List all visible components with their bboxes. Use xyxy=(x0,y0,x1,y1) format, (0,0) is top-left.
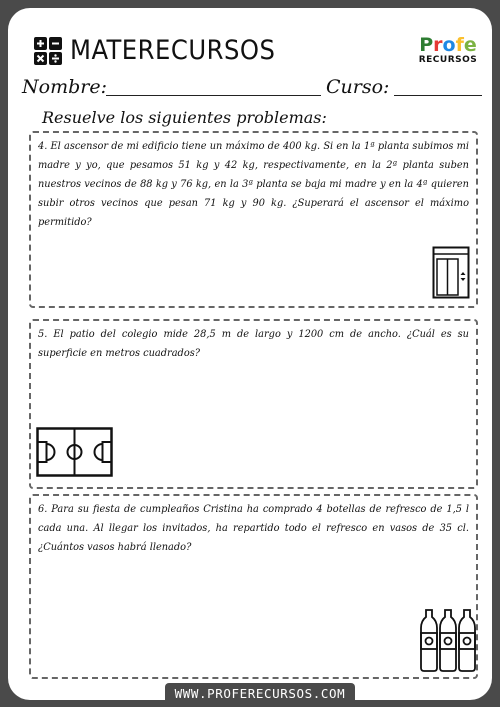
profe-logo-letter: o xyxy=(442,34,456,56)
profe-logo-letter: f xyxy=(455,34,464,56)
course-field[interactable] xyxy=(394,95,482,96)
instructions: Resuelve los siguientes problemas: xyxy=(42,108,327,127)
footer-url[interactable]: WWW.PROFERECURSOS.COM xyxy=(165,683,355,705)
profe-logo-word xyxy=(413,35,483,55)
problem-text: 6. Para su fiesta de cumpleaños Cristina ha comprado 4 botellas de refresco de 1,5 l cada una. Al llegar los invitados, ha repartido todo el refresco en vasos de 35 cl. ¿Cuántos vasos habrá llenado? xyxy=(38,504,469,553)
problem-text: 5. El patio del colegio mide 28,5 m de largo y 1200 cm de ancho. ¿Cuál es su superficie en metros cuadrados? xyxy=(38,329,469,359)
soda-bottles-icon xyxy=(420,608,478,672)
profe-logo-letter: e xyxy=(463,34,477,56)
profe-logo-sub: RECURSOS xyxy=(418,55,478,65)
profe-logo-letter: P xyxy=(419,34,434,56)
basketball-court-icon xyxy=(36,427,113,477)
worksheet-page xyxy=(8,8,492,700)
name-label: Nombre: xyxy=(22,76,107,98)
problem-box xyxy=(29,319,478,489)
problem-text: 4. El ascensor de mi edificio tiene un máximo de 400 kg. Si en la 1ª planta subimos mi madre y yo, que pesamos 51 kg y 42 kg, respectivamente, en la 2ª planta suben nuestros vecinos de 88 kg y 76 kg, en la 3ª planta se baja mi madre y en la 4ª quieren subir otros vecinos que pesan 71 kg y 90 kg. ¿Superará el ascensor el máximo permitido? xyxy=(38,141,469,228)
elevator-icon xyxy=(432,246,470,299)
course-label: Curso: xyxy=(326,76,390,98)
name-field[interactable] xyxy=(106,95,321,96)
profe-recursos-logo xyxy=(413,35,483,66)
problem-box xyxy=(29,131,478,308)
problem-box xyxy=(29,494,478,679)
math-operators-icon xyxy=(34,37,62,65)
profe-logo-letter: r xyxy=(433,34,443,56)
brand-title: MATERECURSOS xyxy=(70,35,276,66)
